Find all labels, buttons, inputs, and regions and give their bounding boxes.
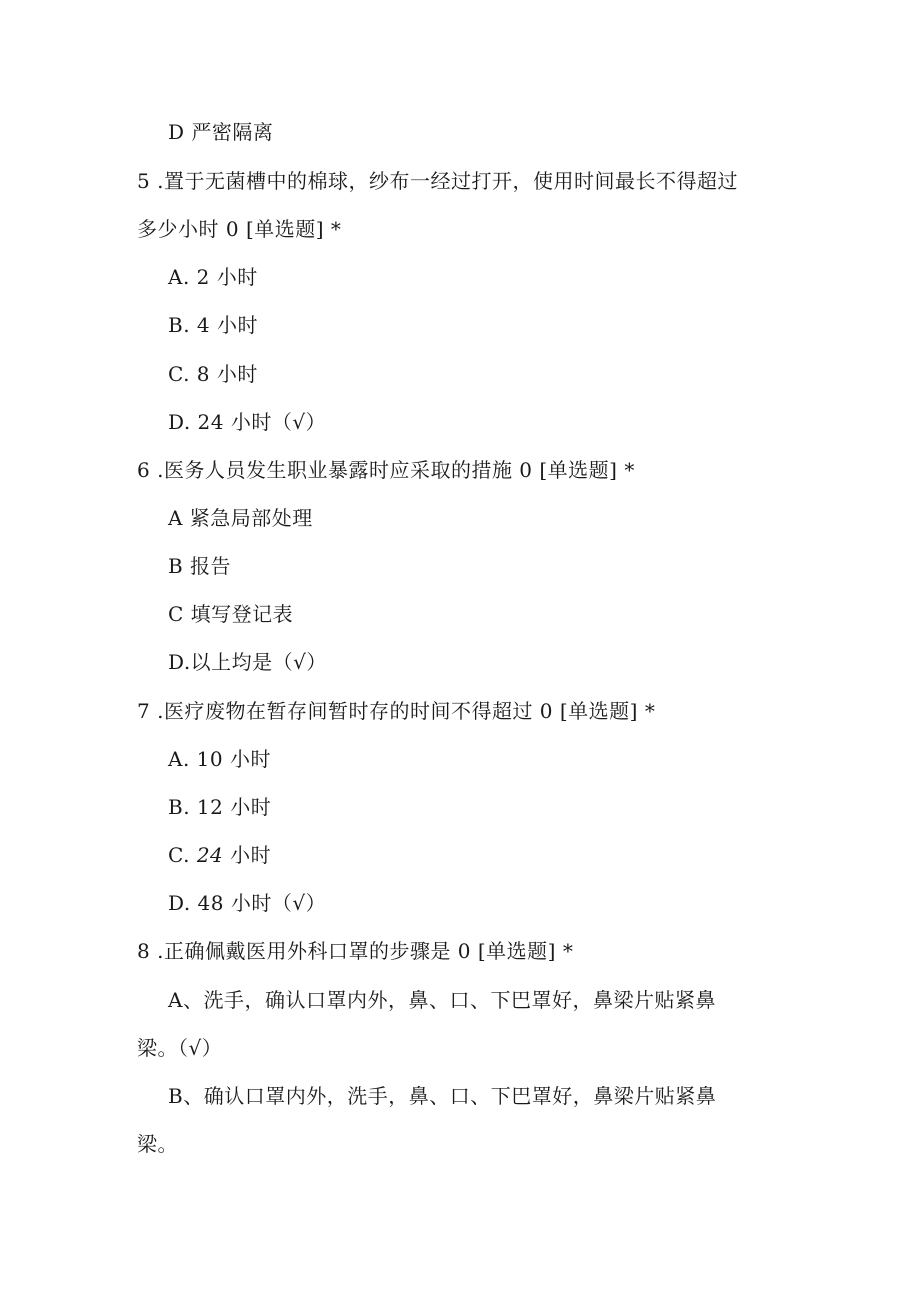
- q7-option-a: A. 10 小时: [168, 747, 271, 771]
- q8-option-b-line1: B、确认口罩内外，洗手，鼻、口、下巴罩好，鼻梁片贴紧鼻: [168, 1084, 717, 1108]
- q7-option-d: D. 48 小时（√）: [168, 891, 327, 915]
- q5-option-a: A. 2 小时: [168, 265, 258, 289]
- q5-option-c: C. 8 小时: [168, 362, 258, 386]
- q6-option-a: A 紧急局部处理: [168, 506, 313, 530]
- q6-option-d: D.以上均是（√）: [168, 650, 327, 674]
- q8-option-a-line2: 梁。（√）: [137, 1036, 223, 1060]
- q6-option-c: C 填写登记表: [168, 602, 294, 626]
- q7-option-c-prefix: C.: [168, 843, 197, 867]
- q7-option-c-number: 24: [196, 843, 224, 867]
- q8-option-a-line1: A、洗手，确认口罩内外，鼻、口、下巴罩好，鼻梁片贴紧鼻: [168, 988, 716, 1012]
- q6-option-b: B 报告: [168, 554, 232, 578]
- q5-option-b: B. 4 小时: [168, 313, 258, 337]
- q8-option-b-line2: 梁。: [137, 1132, 178, 1156]
- q5-option-d: D. 24 小时（√）: [168, 410, 327, 434]
- q5-question-line2: 多少小时 0 [单选题] *: [137, 217, 342, 241]
- q7-option-b: B. 12 小时: [168, 795, 272, 819]
- q4-option-d: D 严密隔离: [168, 120, 274, 144]
- q8-question-line1: 8 .正确佩戴医用外科口罩的步骤是 0 [单选题] *: [137, 939, 574, 963]
- q7-question-line1: 7 .医疗废物在暂存间暂时存的时间不得超过 0 [单选题] *: [137, 699, 656, 723]
- q6-question-line1: 6 .医务人员发生职业暴露时应采取的措施 0 [单选题] *: [137, 458, 635, 482]
- q7-option-c: [168, 842, 271, 868]
- q7-option-c-suffix: 小时: [223, 843, 272, 867]
- q5-question-line1: 5 .置于无菌槽中的棉球，纱布一经过打开，使用时间最长不得超过: [137, 169, 738, 193]
